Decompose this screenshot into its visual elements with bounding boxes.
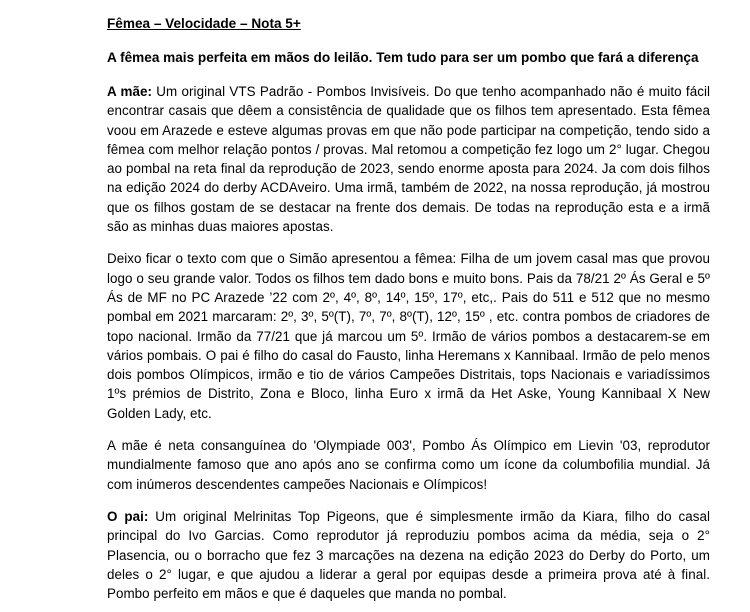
document-title: Fêmea – Velocidade – Nota 5+	[107, 16, 301, 31]
paragraph-text: A mãe é neta consanguínea do 'Olympiade 003', Pombo Ás Olímpico em Lievin '03, reprodutor mundialmente famoso que ano após ano se confirma como um ícone da columbofilia mundial. Já com inúmeros descendentes campeões Nacionais e Olímpicos!	[107, 438, 710, 492]
paragraph-grandmother	[107, 436, 710, 494]
paragraph-text: Um original VTS Padrão - Pombos Invisíveis. Do que tenho acompanhado não é muito fácil encontrar casais que dêem a consistência de qualidade que os filhos tem apresentado. Esta fêmea voou em Arazede e esteve algumas provas em que não pode participar na competição, tendo sido a fêmea com melhor relação pontos / provas. Mal retomou a competição fez logo um 2° lugar. Chegou ao pombal na reta final da reprodução de 2023, sendo enorme aposta para 2024. Ja com dois filhos na edição 2024 do derby ACDAveiro. Uma irmã, também de 2022, na nossa reprodução, já mostrou que os filhos gostam de se destacar na frente dos demais. De todas na reprodução esta e a irmã são as minhas duas maiores apostas.	[107, 84, 710, 235]
paragraph-text: Deixo ficar o texto com que o Simão apresentou a fêmea: Filha de um jovem casal mas que provou logo o seu grande valor. Todos os filhos tem dado bons e muito bons. Pais da 78/21 2º Ás Geral e 5º Ás de MF no PC Arazede ’22 com 2º, 4º, 8º, 14º, 15º, 17º, etc,. Pais do 511 e 512 que no mesmo pombal em 2021 marcaram: 2º, 3º, 5º(T), 7º, 7º, 8º(T), 12º, 15º , etc. contra pombos de criadores de topo nacional. Irmão da 77/21 que já marcou um 5º. Irmão de vários pombos a destacarem-se em vários pombais. O pai é filho do casal do Fausto, linha Heremans x Kannibaal. Irmão de pelo menos dois pombos Olímpicos, irmão e tio de vários Campeões Distritais, tops Nacionais e variadíssimos 1ºs prémios de Distrito, Zona e Bloco, linha Euro x irmã da Het Aske, Young Kannibaal X New Golden Lady, etc.	[107, 251, 710, 421]
paragraph-father	[107, 507, 710, 603]
paragraph-text: Um original Melrinitas Top Pigeons, que é simplesmente irmão da Kiara, filho do casal principal do Ivo Garcias. Como reprodutor já reproduziu pombos acima da média, seja o 2° Plasencia, ou o borracho que fez 3 marcações na dezena na edição 2023 do Derby do Porto, um deles o 2° lugar, e que ajudou a liderar a geral por equipas desde a primeira prova até à final. Pombo perfeito em mãos e que é daqueles que manda no pombal.	[107, 508, 710, 602]
paragraph-lead: O pai:	[107, 508, 149, 524]
document-subtitle: A fêmea mais perfeita em mãos do leilão. Tem tudo para ser um pombo que fará a diferença	[107, 50, 699, 65]
paragraph-simao-text	[107, 249, 710, 423]
paragraph-mother	[107, 82, 710, 236]
paragraph-lead: A mãe:	[107, 84, 152, 99]
